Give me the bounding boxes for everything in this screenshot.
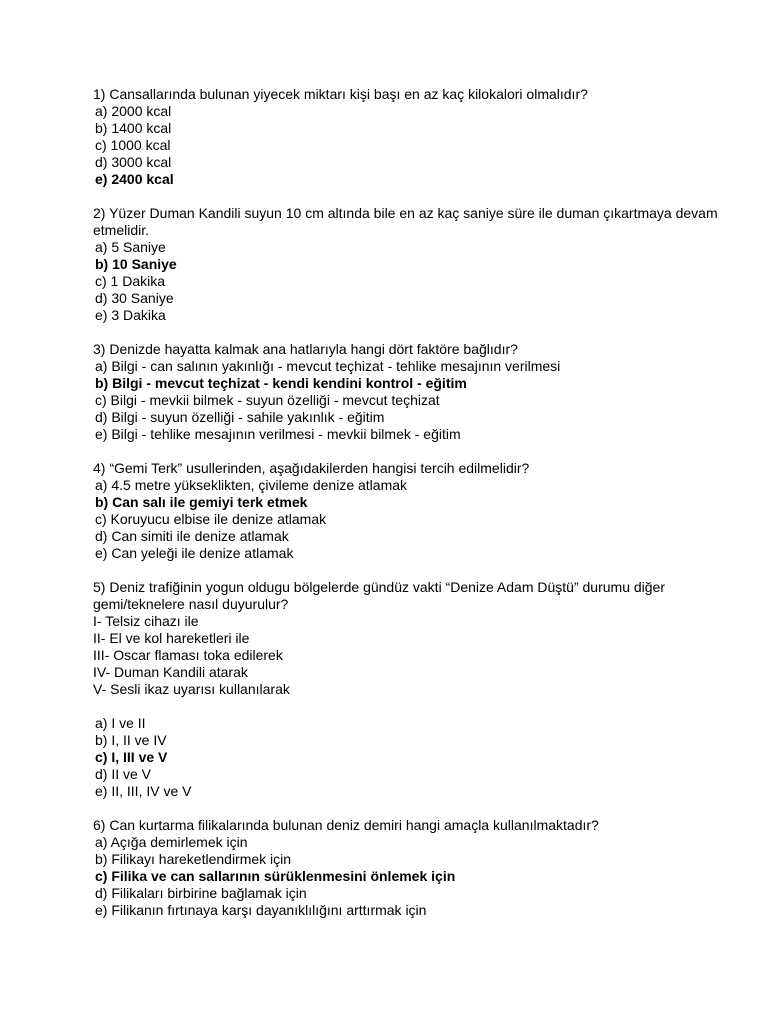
question-text: 4) “Gemi Terk” usullerinden, aşağıdakilerden hangisi tercih edilmelidir? [93,460,530,476]
question-text: 1) Cansallarında bulunan yiyecek miktarı kişi başı en az kaç kilokalori olmalıdır? [93,86,588,102]
option-c-correct: c) I, III ve V [95,749,168,765]
question-text: 6) Can kurtarma filikalarında bulunan deniz demiri hangi amaçla kullanılmaktadır? [93,817,599,833]
question-4 [93,460,743,562]
option-d: d) Filikaları birbirine bağlamak için [95,885,307,901]
option-e: e) 3 Dakika [95,307,166,323]
option-b-correct: b) Bilgi - mevcut teçhizat - kendi kendini kontrol - eğitim [95,375,467,391]
question-1 [93,86,743,188]
option-d: d) Bilgi - suyun özelliği - sahile yakınlık - eğitim [95,409,385,425]
question-6 [93,817,743,919]
question-5 [93,579,743,800]
option-d: d) II ve V [95,766,152,782]
option-b-correct: b) Can salı ile gemiyi terk etmek [95,494,308,510]
option-e: e) Can yeleği ile denize atlamak [95,545,294,561]
option-a: a) I ve II [95,715,146,731]
spacer [93,698,743,715]
statement-iii: III- Oscar flaması toka edilerek [93,647,283,663]
question-2 [93,205,743,324]
option-b: b) 1400 kcal [95,120,172,136]
option-e: e) Bilgi - tehlike mesajının verilmesi - mevkii bilmek - eğitim [95,426,461,442]
option-a: a) Bilgi - can salının yakınlığı - mevcut teçhizat - tehlike mesajının verilmesi [95,358,561,374]
option-a: a) Açığa demirlemek için [95,834,248,850]
option-b: b) I, II ve IV [95,732,167,748]
document-page [93,86,743,936]
statement-ii: II- El ve kol hareketleri ile [93,630,250,646]
option-a: a) 5 Saniye [95,239,166,255]
question-3 [93,341,743,443]
option-d: d) 30 Saniye [95,290,174,306]
statement-v: V- Sesli ikaz uyarısı kullanılarak [93,681,290,697]
option-b: b) Filikayı hareketlendirmek için [95,851,292,867]
option-c-correct: c) Filika ve can sallarının sürüklenmesini önlemek için [95,868,456,884]
option-c: c) Bilgi - mevkii bilmek - suyun özelliği - mevcut teçhizat [95,392,440,408]
option-e: e) Filikanın fırtınaya karşı dayanıklılığını arttırmak için [95,902,427,918]
option-b-correct: b) 10 Saniye [95,256,177,272]
option-e: e) II, III, IV ve V [95,783,192,799]
option-d: d) 3000 kcal [95,154,172,170]
option-e-correct: e) 2400 kcal [95,171,174,187]
statement-iv: IV- Duman Kandili atarak [93,664,248,680]
question-text: 5) Deniz trafiğinin yogun oldugu bölgelerde gündüz vakti “Denize Adam Düştü” durumu diğer gemi/teknelere nasıl duyurulur? [93,579,665,612]
option-a: a) 4.5 metre yükseklikten, çivileme denize atlamak [95,477,408,493]
option-a: a) 2000 kcal [95,103,172,119]
option-c: c) Koruyucu elbise ile denize atlamak [95,511,327,527]
question-text: 2) Yüzer Duman Kandili suyun 10 cm altında bile en az kaç saniye süre ile duman çıkartmaya devam etmelidir. [93,205,718,238]
statement-i: I- Telsiz cihazı ile [93,613,199,629]
question-text: 3) Denizde hayatta kalmak ana hatlarıyla hangi dört faktöre bağlıdır? [93,341,518,357]
option-c: c) 1 Dakika [95,273,166,289]
option-d: d) Can simiti ile denize atlamak [95,528,289,544]
option-c: c) 1000 kcal [95,137,171,153]
